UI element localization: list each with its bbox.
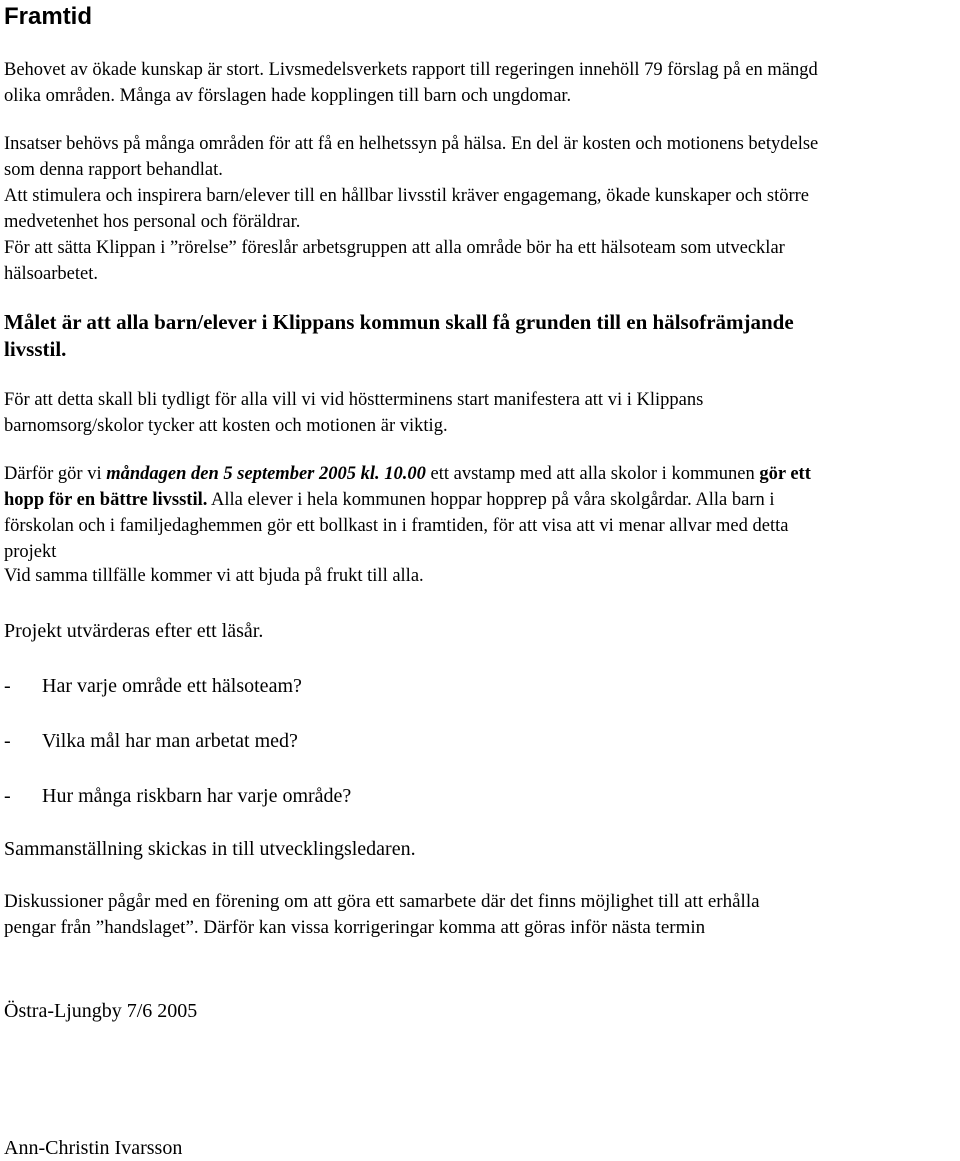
event-text-2: Alla elever i hela kommunen hoppar hopprep på våra skolgårdar. Alla barn i bbox=[207, 490, 775, 510]
event-line-4: projekt bbox=[4, 542, 57, 562]
event-date: måndagen den 5 september 2005 kl. 10.00 bbox=[106, 464, 426, 484]
bullet-dash: - bbox=[4, 730, 11, 752]
event-text: ett avstamp med att alla skolor i kommunen bbox=[425, 464, 760, 484]
goal-line-1: Målet är att alla barn/elever i Klippans kommun skall få grunden till en hälsofrämjande bbox=[4, 310, 794, 334]
bullet-dash: - bbox=[4, 675, 11, 697]
question-item bbox=[4, 728, 298, 754]
event-line-1 bbox=[4, 461, 811, 487]
event-line-3: förskolan och i familjedaghemmen gör ett bollkast in i framtiden, för att visa att vi menar allvar med detta bbox=[4, 516, 789, 536]
discussion-line-1: Diskussioner pågår med en förening om att göra ett samarbete där det finns möjlighet till att erhålla bbox=[4, 891, 760, 912]
intro-line-2: olika områden. Många av förslagen hade kopplingen till barn och ungdomar. bbox=[4, 86, 572, 106]
summary-line: Sammanställning skickas in till utvecklingsledaren. bbox=[4, 838, 416, 860]
manifest-line-1: För att detta skall bli tydligt för alla vill vi vid höstterminens start manifestera att vi i Klippans bbox=[4, 390, 704, 410]
bullet-dash: - bbox=[4, 785, 11, 807]
intro-line-1: Behovet av ökade kunskap är stort. Livsmedelsverkets rapport till regeringen innehöll 79 förslag på en mängd bbox=[4, 60, 818, 80]
discussion-line-2: pengar från ”handslaget”. Därför kan vissa korrigeringar komma att göras inför nästa termin bbox=[4, 917, 706, 938]
question-item bbox=[4, 783, 351, 809]
event-line-5: Vid samma tillfälle kommer vi att bjuda på frukt till alla. bbox=[4, 566, 424, 586]
event-intro: Därför gör vi bbox=[4, 464, 107, 484]
question-item bbox=[4, 673, 302, 699]
needs-line-4: medvetenhet hos personal och föräldrar. bbox=[4, 212, 301, 232]
needs-line-1: Insatser behövs på många områden för att få en helhetssyn på hälsa. En del är kosten och motionens betydelse bbox=[4, 134, 819, 154]
needs-line-2: som denna rapport behandlat. bbox=[4, 160, 223, 180]
event-line-2 bbox=[4, 487, 775, 513]
place-date: Östra-Ljungby 7/6 2005 bbox=[4, 1000, 198, 1022]
needs-line-3: Att stimulera och inspirera barn/elever till en hållbar livsstil kräver engagemang, ökade kunskaper och större bbox=[4, 186, 809, 206]
evaluation-title: Projekt utvärderas efter ett läsår. bbox=[4, 620, 264, 642]
question-text: Vilka mål har man arbetat med? bbox=[42, 730, 298, 752]
event-emphasis-1: gör ett bbox=[759, 464, 811, 484]
question-text: Har varje område ett hälsoteam? bbox=[42, 675, 302, 697]
page-title: Framtid bbox=[4, 3, 93, 30]
author-name: Ann-Christin Ivarsson bbox=[4, 1137, 183, 1159]
needs-line-5: För att sätta Klippan i ”rörelse” föreslår arbetsgruppen att alla område bör ha ett hälsoteam som utvecklar bbox=[4, 238, 785, 258]
question-text: Hur många riskbarn har varje område? bbox=[42, 785, 352, 807]
manifest-line-2: barnomsorg/skolor tycker att kosten och motionen är viktig. bbox=[4, 416, 448, 436]
goal-line-2: livsstil. bbox=[4, 337, 67, 361]
event-emphasis-2: hopp för en bättre livsstil. bbox=[4, 490, 208, 510]
needs-line-6: hälsoarbetet. bbox=[4, 264, 98, 284]
